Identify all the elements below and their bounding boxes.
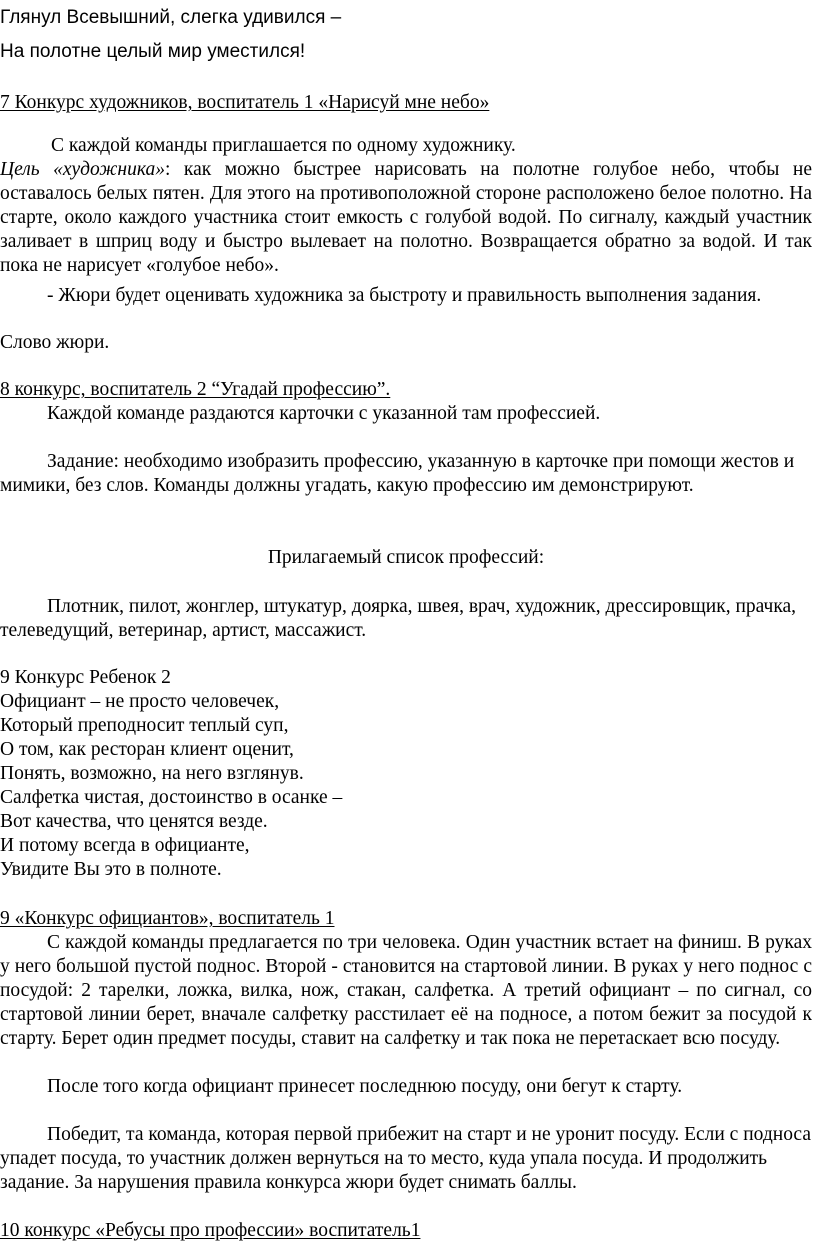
poem-line: Официант – не просто человечек, bbox=[0, 691, 280, 712]
poem-line: И потому всегда в официанте, bbox=[0, 835, 250, 856]
poem-line: Который преподносит теплый суп, bbox=[0, 715, 289, 736]
contest7-heading: 7 Конкурс художников, воспитатель 1 «Нарисуй мне небо» bbox=[0, 92, 490, 113]
contest8-p2: Задание: необходимо изобразить профессию, указанную в карточке при помощи жестов и мимики, без слов. Команды должны угадать, какую профессию им демонстрируют. bbox=[0, 451, 795, 496]
poem-line: На полотне целый мир уместился! bbox=[0, 41, 306, 62]
poem-line: Салфетка чистая, достоинство в осанке – bbox=[0, 787, 343, 808]
contest7-goal-paragraph bbox=[0, 158, 812, 278]
contest9-child-heading: 9 Конкурс Ребенок 2 bbox=[0, 667, 171, 688]
contest8-profession-list: Плотник, пилот, жонглер, штукатур, доярка, швея, врач, художник, дрессировщик, прачка, телеведущий, ветеринар, артист, массажист. bbox=[0, 596, 797, 641]
contest9-waiters-heading: 9 «Конкурс официантов», воспитатель 1 bbox=[0, 908, 335, 929]
contest7-jury-word: Слово жюри. bbox=[0, 332, 110, 353]
contest7-jury-note: - Жюри будет оценивать художника за быстроту и правильность выполнения задания. bbox=[47, 285, 762, 306]
poem-line: Вот качества, что ценятся везде. bbox=[0, 811, 268, 832]
contest9-waiters-p2: После того когда официант принесет последнюю посуду, они бегут к старту. bbox=[47, 1076, 683, 1097]
contest8-list-title: Прилагаемый список профессий: bbox=[267, 547, 545, 568]
contest10-heading: 10 конкурс «Ребусы про профессии» воспитатель1 bbox=[0, 1220, 421, 1241]
contest8-p1: Каждой команде раздаются карточки с указанной там профессией. bbox=[47, 403, 601, 424]
poem-line: О том, как ресторан клиент оценит, bbox=[0, 739, 294, 760]
poem-line: Глянул Всевышний, слегка удивился – bbox=[0, 7, 342, 28]
poem-line: Понять, возможно, на него взглянув. bbox=[0, 763, 304, 784]
contest8-heading: 8 конкурс, воспитатель 2 “Угадай профессию”. bbox=[0, 379, 391, 400]
goal-text: : как можно быстрее нарисовать на полотне голубое небо, чтобы не оставалось белых пятен. Для этого на противоположной стороне расположено белое полотно. На старте, около каждого участника стоит емкость с голубой водой. По сигналу, каждый участник заливает в шприц воду и быстро вылевает на полотно. Возвращается обратно за водой. И так пока не нарисует «голубое небо». bbox=[0, 159, 813, 276]
contest7-intro: С каждой команды приглашается по одному художнику. bbox=[51, 135, 516, 156]
goal-label: Цель «художника» bbox=[0, 159, 165, 180]
contest9-waiters-p1: С каждой команды предлагается по три человека. Один участник встает на финиш. В руках у него большой пустой поднос. Второй - становится на стартовой линии. В руках у него поднос с посудой: 2 тарелки, ложка, вилка, нож, стакан, салфетка. А третий официант – по сигнал, со стартовой линии берет, вначале салфетку расстилает её на подносе, а потом бежит за посудой к старту. Берет один предмет посуды, ставит на салфетку и так пока не перетаскает всю посуду. bbox=[0, 932, 812, 1049]
poem-line: Увидите Вы это в полноте. bbox=[0, 859, 222, 880]
contest9-waiters-p3: Победит, та команда, которая первой прибежит на старт и не уронит посуду. Если с подноса упадет посуда, то участник должен вернуться на то место, куда упала посуда. И продолжить задание. За нарушения правила конкурса жюри будет снимать баллы. bbox=[0, 1124, 811, 1193]
